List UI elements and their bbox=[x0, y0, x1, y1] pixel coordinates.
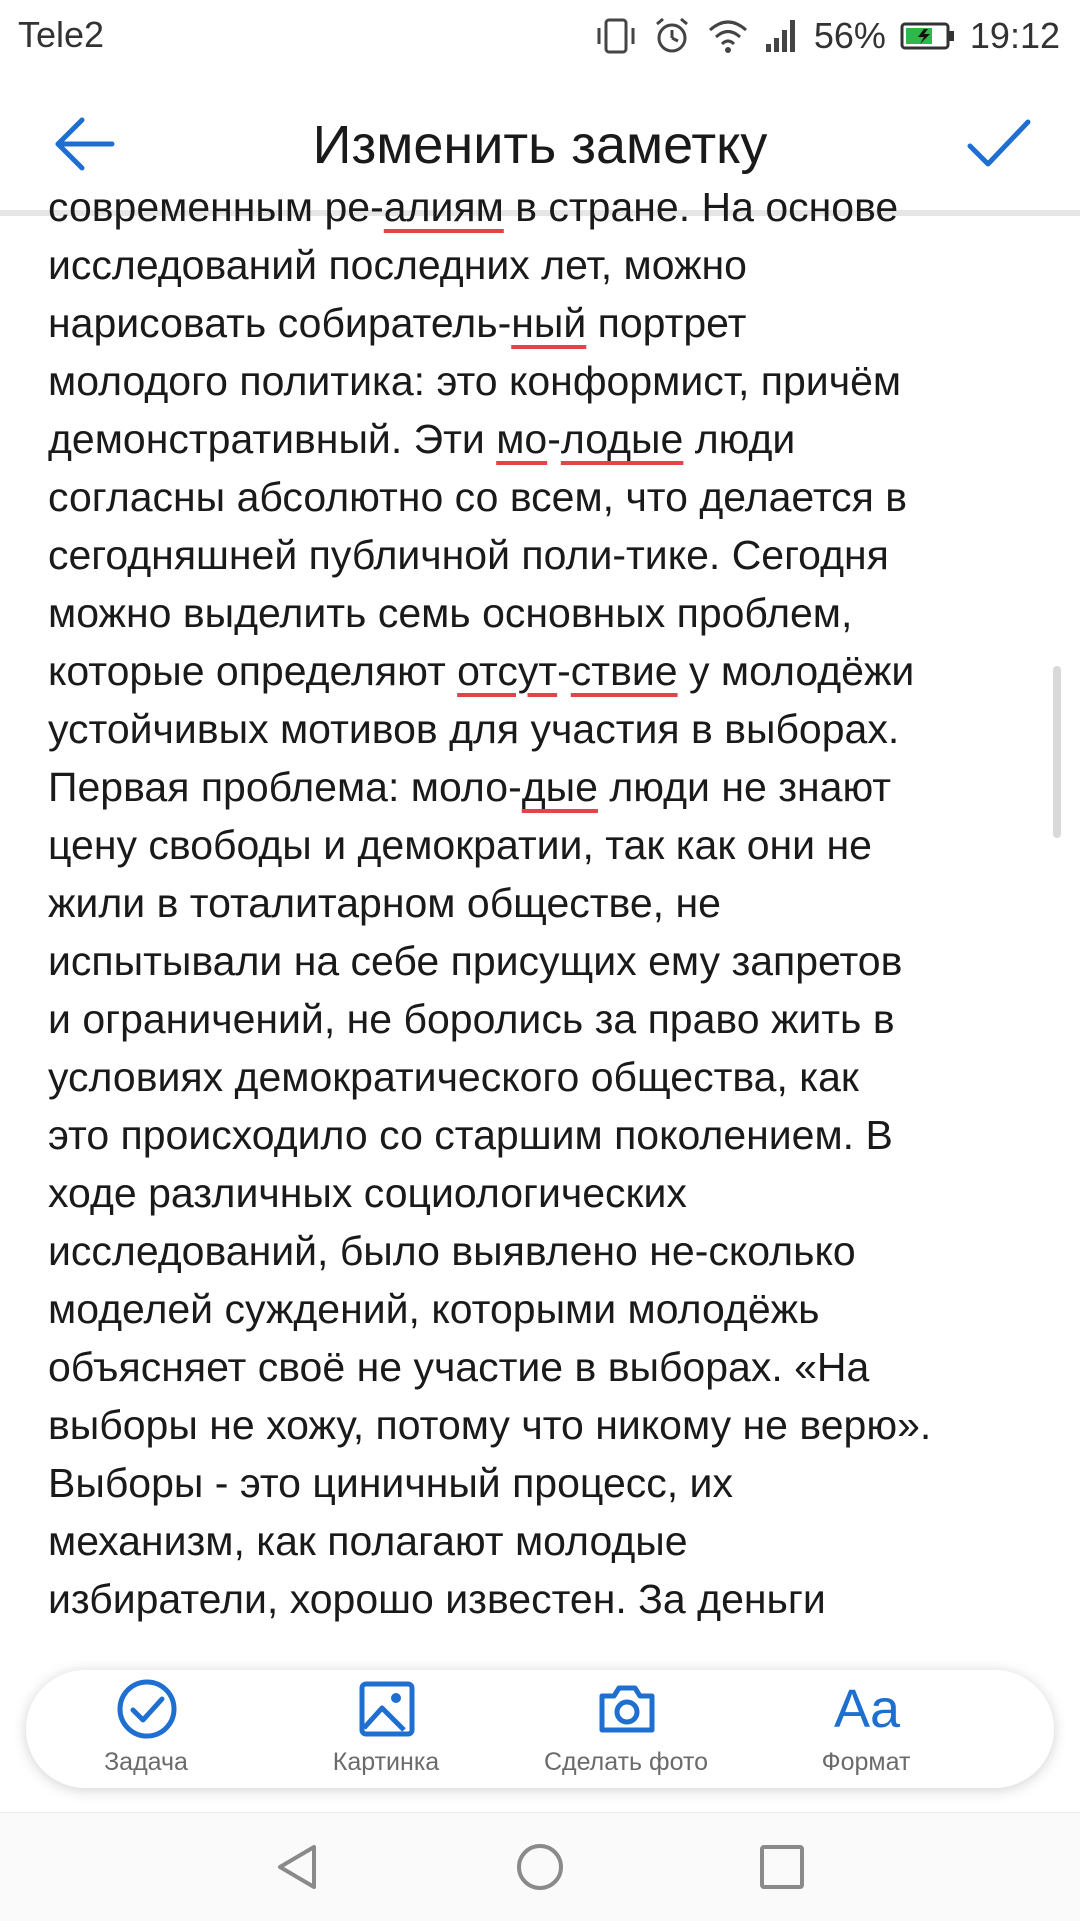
misspelled-word[interactable]: алиям bbox=[383, 184, 504, 230]
note-line: моделей суждений, которыми молодёжь bbox=[48, 1286, 820, 1332]
note-line: молодого политика: это конформист, причём bbox=[48, 358, 902, 404]
camera-icon bbox=[596, 1678, 658, 1740]
note-text[interactable] bbox=[48, 178, 1048, 1628]
note-line: избиратели, хорошо известен. За деньги bbox=[48, 1576, 826, 1622]
status-bar bbox=[0, 0, 1080, 72]
note-line: это происходило со старшим поколением. В bbox=[48, 1112, 893, 1158]
note-line: можно выделить семь основных проблем, bbox=[48, 590, 853, 636]
misspelled-word[interactable]: дые bbox=[521, 764, 598, 810]
format-aa-icon: Aa bbox=[833, 1679, 901, 1739]
status-icons bbox=[594, 10, 1060, 62]
task-button[interactable] bbox=[26, 1670, 266, 1788]
note-line: Выборы - это циничный процесс, их bbox=[48, 1460, 733, 1506]
back-triangle-icon[interactable] bbox=[272, 1841, 324, 1893]
bottom-toolbar bbox=[26, 1670, 1054, 1788]
note-line: которые определяют отсут-ствие у молодёжи bbox=[48, 648, 915, 694]
note-line: условиях демократического общества, как bbox=[48, 1054, 859, 1100]
battery-icon bbox=[900, 21, 956, 51]
note-line: согласны абсолютно со всем, что делается в bbox=[48, 474, 908, 520]
battery-percent: 56% bbox=[813, 15, 886, 56]
misspelled-word[interactable]: лодые bbox=[560, 416, 684, 462]
page-title: Изменить заметку bbox=[312, 115, 768, 175]
recents-square-icon[interactable] bbox=[756, 1841, 808, 1893]
scrollbar[interactable] bbox=[1053, 666, 1061, 838]
task-check-icon bbox=[116, 1678, 178, 1740]
note-line: нарисовать собиратель-ный портрет bbox=[48, 300, 747, 346]
note-line: Первая проблема: моло-дые люди не знают bbox=[48, 764, 892, 810]
note-editor[interactable] bbox=[0, 184, 1080, 1664]
picture-icon bbox=[356, 1678, 418, 1740]
misspelled-word[interactable]: ный bbox=[511, 300, 587, 346]
note-line: механизм, как полагают молодые bbox=[48, 1518, 688, 1564]
alarm-icon bbox=[652, 16, 692, 56]
note-line: сегодняшней публичной поли-тике. Сегодня bbox=[48, 532, 889, 578]
note-line: современным ре-алиям в стране. На основе bbox=[48, 184, 899, 230]
note-line: и ограничений, не боролись за право жить в bbox=[48, 996, 895, 1042]
note-line: демонстративный. Эти мо-лодые люди bbox=[48, 416, 796, 462]
misspelled-word[interactable]: ствие bbox=[570, 648, 678, 694]
note-line: устойчивых мотивов для участия в выборах. bbox=[48, 706, 900, 752]
system-nav-bar bbox=[0, 1812, 1080, 1921]
take-photo-button[interactable] bbox=[506, 1670, 746, 1788]
note-line: выборы не хожу, потому что никому не верю». bbox=[48, 1402, 932, 1448]
check-icon bbox=[966, 116, 1032, 172]
task-label: Задача bbox=[104, 1748, 188, 1776]
misspelled-word[interactable]: мо bbox=[496, 416, 548, 462]
take-photo-label: Сделать фото bbox=[543, 1748, 709, 1776]
format-label: Формат bbox=[821, 1748, 911, 1776]
picture-label: Картинка bbox=[332, 1748, 440, 1776]
misspelled-word[interactable]: отсут bbox=[457, 648, 558, 694]
note-line: объясняет своё не участие в выборах. «На bbox=[48, 1344, 870, 1390]
note-line: исследований, было выявлено не-сколько bbox=[48, 1228, 856, 1274]
vibrate-icon bbox=[594, 16, 638, 56]
note-line: исследований последних лет, можно bbox=[48, 242, 747, 288]
carrier-name: Tele2 bbox=[18, 14, 105, 55]
home-circle-icon[interactable] bbox=[514, 1841, 566, 1893]
save-button[interactable] bbox=[966, 116, 1032, 172]
wifi-icon bbox=[706, 16, 750, 56]
note-line: испытывали на себе присущих ему запретов bbox=[48, 938, 903, 984]
note-line: цену свободы и демократии, так как они не bbox=[48, 822, 872, 868]
signal-icon bbox=[764, 16, 800, 56]
clock-time: 19:12 bbox=[969, 15, 1060, 56]
note-line: ходе различных социологических bbox=[48, 1170, 687, 1216]
note-line: жили в тоталитарном обществе, не bbox=[48, 880, 721, 926]
picture-button[interactable] bbox=[266, 1670, 506, 1788]
format-button[interactable] bbox=[746, 1670, 986, 1788]
